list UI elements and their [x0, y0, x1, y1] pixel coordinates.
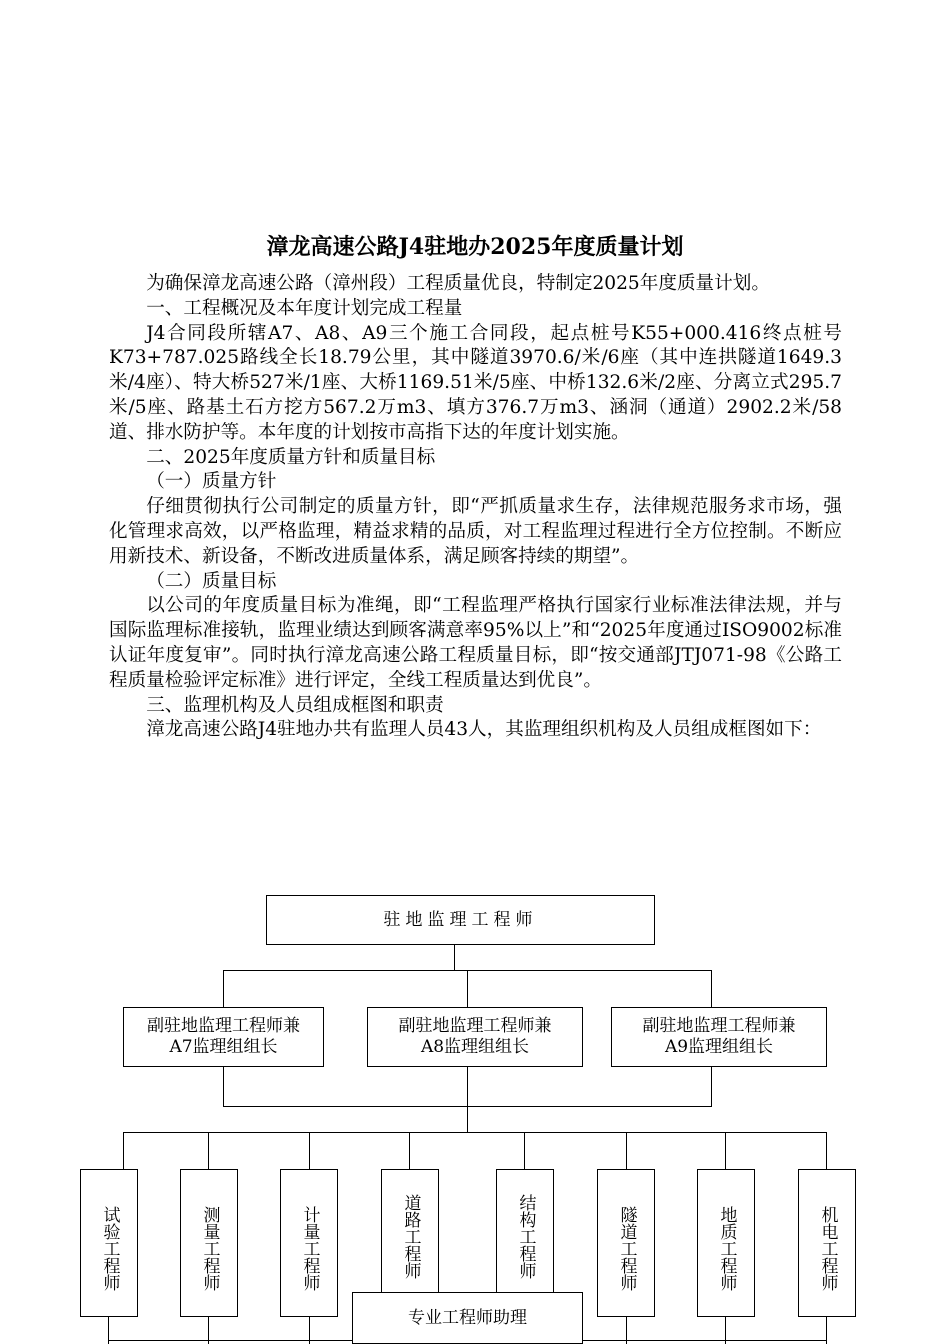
engineer-box-geology — [697, 1169, 755, 1317]
connector-line — [409, 1132, 410, 1170]
connector-line — [725, 1132, 726, 1170]
engineer-label: 道路工程师 — [400, 1193, 421, 1279]
section-heading: 一、工程概况及本年度计划完成工程量 — [146, 297, 463, 319]
engineer-label: 计量工程师 — [299, 1205, 320, 1291]
connector-line — [467, 970, 468, 1007]
engineer-box-measure — [280, 1169, 338, 1317]
engineer-label: 隧道工程师 — [616, 1205, 637, 1291]
deputy-box-a8 — [367, 1007, 583, 1067]
paragraph: 以公司的年度质量目标为准绳，即“工程监理严格执行国家行业标准法律法规，并与国际监理标准接轨，监理业绩达到顾客满意率95%以上”和“2025年度通过ISO9002标准认证年度复审”。同时执行漳龙高速公路工程质量目标，即“按交通部JTJ071-98《公路工程质量检验评定标准》进行评定，全线工程质量达到优良”。 — [109, 595, 842, 691]
deputy-box-a9 — [611, 1007, 827, 1067]
section-heading: 二、2025年度质量方针和质量目标 — [146, 446, 436, 468]
connector-line — [223, 970, 224, 1007]
connector-line — [711, 970, 712, 1007]
connector-line — [223, 1106, 712, 1107]
connector-line — [582, 1340, 827, 1341]
connector-line — [725, 1316, 726, 1344]
connector-line — [826, 1132, 827, 1170]
engineer-box-electro — [798, 1169, 856, 1317]
paragraph: 仔细贯彻执行公司制定的质量方针，即“严抓质量求生存，法律规范服务求市场，强化管理求高效，以严格监理，精益求精的品质，对工程监理过程进行全方位控制。不断应用新技术、新设备，不断改进质量体系，满足顾客持续的期望”。 — [109, 496, 842, 567]
connector-line — [626, 1316, 627, 1344]
paragraph: 漳龙高速公路J4驻地办共有监理人员43人，其监理组织机构及人员组成框图如下： — [146, 719, 822, 741]
engineer-box-structure — [496, 1169, 554, 1293]
engineer-label: 地质工程师 — [716, 1205, 737, 1291]
connector-line — [309, 1132, 310, 1170]
connector-line — [826, 1316, 827, 1344]
subsection-heading: （一）质量方针 — [146, 471, 277, 493]
connector-line — [123, 1132, 124, 1170]
connector-line — [208, 1316, 209, 1344]
deputy-group: A7监理组组长 — [169, 1037, 278, 1057]
section-heading: 三、监理机构及人员组成框图和职责 — [146, 694, 444, 716]
deputy-group: A8监理组组长 — [420, 1037, 530, 1057]
deputy-box-a7 — [123, 1007, 324, 1067]
engineer-box-test — [80, 1169, 138, 1317]
connector-line — [123, 1132, 827, 1133]
deputy-group: A9监理组组长 — [664, 1037, 774, 1057]
engineer-box-road — [381, 1169, 439, 1293]
engineer-label: 机电工程师 — [817, 1205, 838, 1291]
engineer-label: 结构工程师 — [515, 1193, 536, 1279]
deputy-title: 副驻地监理工程师兼 — [147, 1016, 300, 1036]
engineer-label: 测量工程师 — [199, 1205, 220, 1291]
resident-engineer-box: 驻地监理工程师 — [266, 895, 655, 945]
connector-line — [467, 1066, 468, 1133]
connector-line — [208, 1132, 209, 1170]
document-title: 漳龙高速公路J4驻地办2025年度质量计划 — [266, 234, 684, 260]
connector-line — [223, 1066, 224, 1107]
connector-line — [223, 970, 712, 971]
connector-line — [108, 1316, 109, 1344]
connector-line — [454, 944, 455, 971]
subsection-heading: （二）质量目标 — [146, 570, 277, 592]
connector-line — [626, 1132, 627, 1170]
connector-line — [108, 1340, 352, 1341]
engineer-label: 试验工程师 — [99, 1205, 120, 1291]
deputy-title: 副驻地监理工程师兼 — [398, 1016, 552, 1036]
deputy-title: 副驻地监理工程师兼 — [642, 1016, 796, 1036]
connector-line — [524, 1132, 525, 1170]
paragraph: 为确保漳龙高速公路（漳州段）工程质量优良，特制定2025年度质量计划。 — [146, 273, 770, 294]
document-body — [109, 272, 842, 743]
engineer-box-tunnel — [597, 1169, 655, 1317]
assistant-engineer-box: 专业工程师助理 — [352, 1292, 583, 1344]
connector-line — [309, 1316, 310, 1344]
connector-line — [711, 1066, 712, 1107]
paragraph: J4合同段所辖A7、A8、A9三个施工合同段，起点桩号K55+000.416终点桩号K73+787.025路线全长18.79公里，其中隧道3970.6/米/6座（其中连拱隧道1649.3米/4座）、特大桥527米/1座、大桥1169.51米/5座、中桥132.6米/2座、分离立式295.7米/5座、路基土石方挖方567.2万m3、填方376.7万m3、涵洞（通道）2902.2米/58道、排水防护等。本年度的计划按市高指下达的年度计划实施。 — [109, 322, 842, 443]
engineer-box-survey — [180, 1169, 238, 1317]
